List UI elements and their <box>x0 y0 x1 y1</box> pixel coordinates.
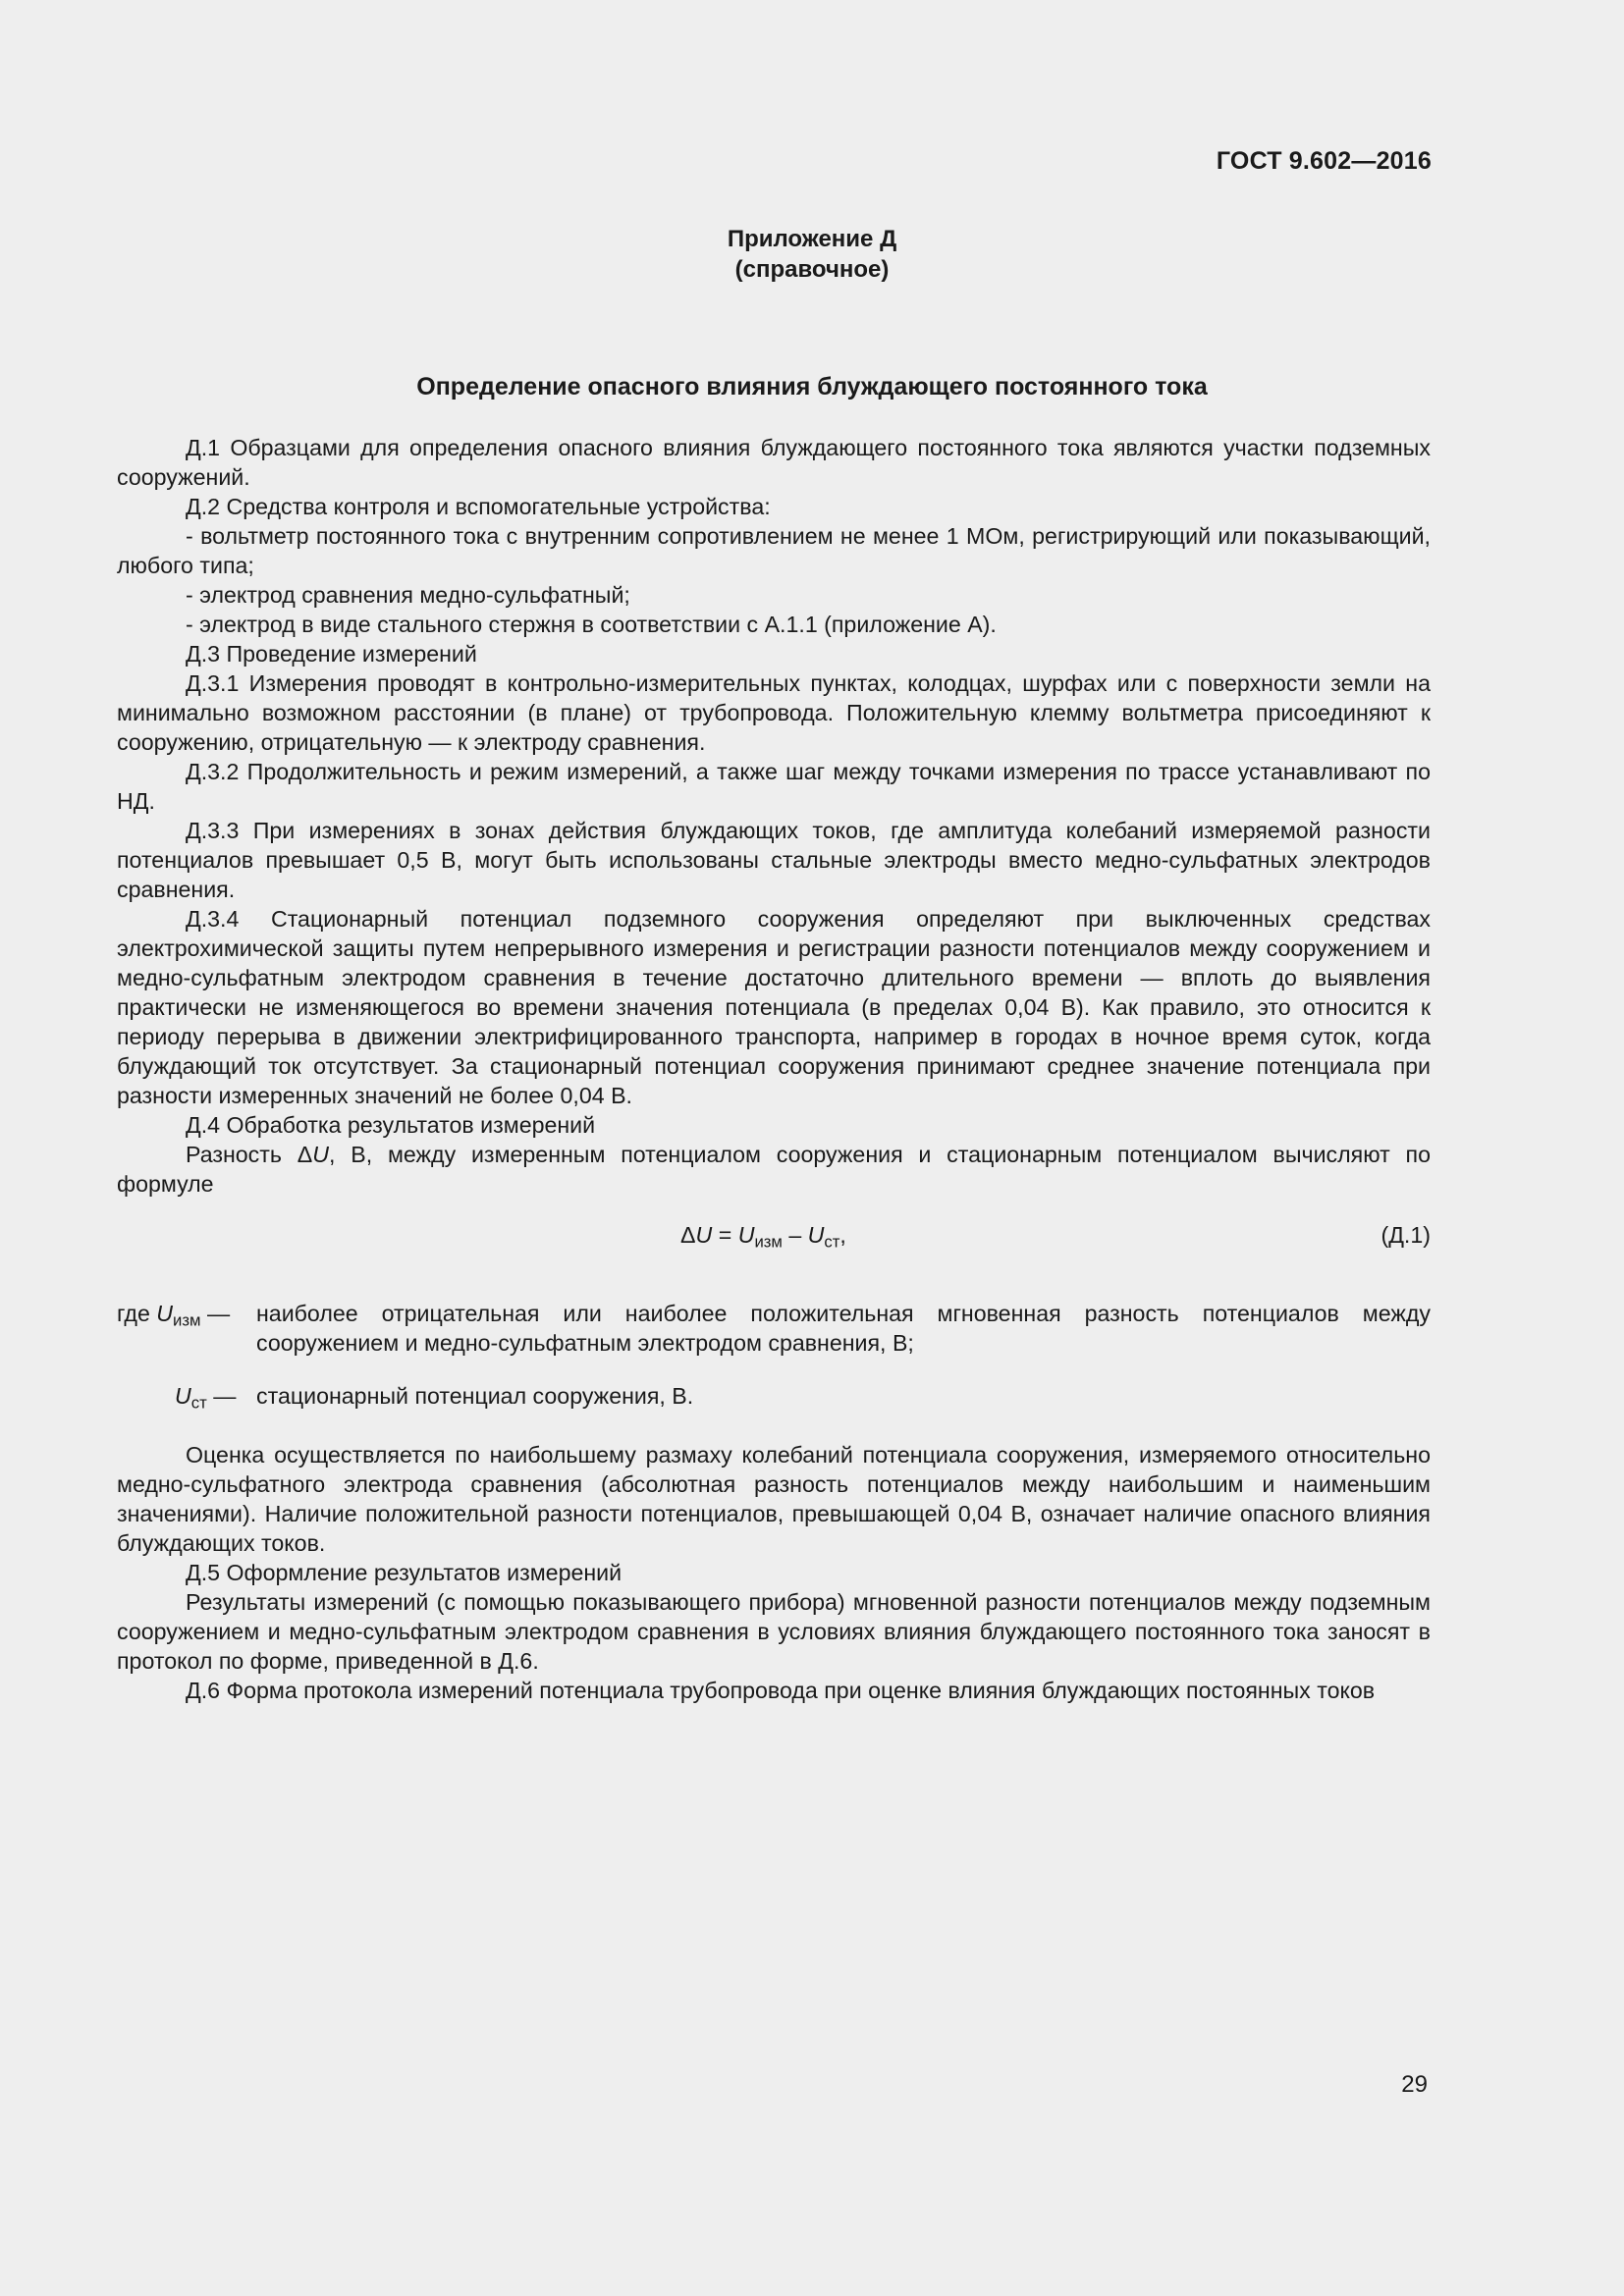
body-text <box>117 433 1431 1705</box>
formula-expression: $\Delta U = U_{изм} - U_{ст}$, <box>680 1222 846 1252</box>
list-item-reference-electrode: - электрод сравнения медно-сульфатный; <box>186 582 630 608</box>
page-number: 29 <box>1401 2071 1428 2098</box>
appendix-subtitle: (справочное) <box>734 256 890 283</box>
paragraph-results: Результаты измерений (с помощью показывающего прибора) мгновенной разности потенциалов между подземным сооружением и медно-сульфатным электродом сравнения в условиях влияния блуждающего постоянного тока заносят в протокол по форме, приведенной в Д.6. <box>117 1589 1431 1674</box>
paragraph-d3-1: Д.3.1 Измерения проводят в контрольно-измерительных пунктах, колодцах, шурфах или с поверхности земли на минимально возможном расстоянии (в плане) от трубопровода. Положительную клемму вольтметра присоединяют к сооружению, отрицательную — к электроду сравнения. <box>117 670 1431 755</box>
definition-u-izm <box>117 1299 1431 1358</box>
appendix-heading <box>0 224 1624 285</box>
standard-header: ГОСТ 9.602—2016 <box>1216 147 1432 175</box>
paragraph-d3-3: Д.3.3 При измерениях в зонах действия блуждающих токов, где амплитуда колебаний измеряемой разности потенциалов превышает 0,5 В, могут быть использованы стальные электроды вместо медно-сульфатных электродов сравнения. <box>117 818 1431 902</box>
definition-symbol: где $U_{изм}$ — <box>117 1301 231 1330</box>
definition-text: стационарный потенциал сооружения, В. <box>256 1383 694 1409</box>
paragraph-d6: Д.6 Форма протокола измерений потенциала трубопровода при оценке влияния блуждающих постоянных токов <box>186 1678 1376 1703</box>
paragraph-d3: Д.3 Проведение измерений <box>186 641 477 667</box>
paragraph-d3-4: Д.3.4 Стационарный потенциал подземного сооружения определяют при выключенных средствах электрохимической защиты путем непрерывного измерения и регистрации разности потенциалов между сооружением и медно-сульфатным электродом сравнения в течение достаточно длительного времени — вплоть до выявления практически не изменяющегося во времени значения потенциала (в пределах 0,04 В). Как правило, это относится к периоду перерыва в движении электрифицированного транспорта, например в городах в ночное время суток, когда блуждающий ток отсутствует. За стационарный потенциал сооружения принимают среднее значение потенциала при разности измеренных значений не более 0,04 В. <box>117 906 1431 1108</box>
paragraph-d2: Д.2 Средства контроля и вспомогательные устройства: <box>186 494 771 519</box>
paragraph-d5: Д.5 Оформление результатов измерений <box>186 1560 623 1585</box>
paragraph-d3-2: Д.3.2 Продолжительность и режим измерений, а также шаг между точками измерения по трассе устанавливают по НД. <box>117 759 1431 814</box>
paragraph-formula-intro: Разность ΔU, В, между измеренным потенциалом сооружения и стационарным потенциалом вычисляют по формуле <box>117 1142 1431 1197</box>
section-title: Определение опасного влияния блуждающего постоянного тока <box>416 373 1208 400</box>
list-item-voltmeter: - вольтметр постоянного тока с внутренним сопротивлением не менее 1 МОм, регистрирующий или показывающий, любого типа; <box>117 523 1431 578</box>
definition-u-st <box>117 1381 1431 1411</box>
definition-text: наиболее отрицательная или наиболее положительная мгновенная разность потенциалов между сооружением и медно-сульфатным электродом сравнения, В; <box>256 1301 1431 1356</box>
formula-number: (Д.1) <box>1380 1222 1431 1248</box>
list-item-steel-electrode: - электрод в виде стального стержня в соответствии с А.1.1 (приложение А). <box>186 612 997 637</box>
definition-symbol: $U_{ст}$ — <box>175 1383 237 1413</box>
formula-d1 <box>117 1220 1431 1250</box>
appendix-title: Приложение Д <box>727 226 897 252</box>
paragraph-assessment: Оценка осуществляется по наибольшему размаху колебаний потенциала сооружения, измеряемого относительно медно-сульфатного электрода сравнения (абсолютная разность потенциалов между наибольшим и наименьшим значениями). Наличие положительной разности потенциалов, превышающей 0,04 В, означает наличие опасного влияния блуждающих токов. <box>117 1442 1431 1556</box>
paragraph-d1: Д.1 Образцами для определения опасного влияния блуждающего постоянного тока являются участки подземных сооружений. <box>117 435 1431 490</box>
paragraph-d4: Д.4 Обработка результатов измерений <box>186 1112 596 1138</box>
